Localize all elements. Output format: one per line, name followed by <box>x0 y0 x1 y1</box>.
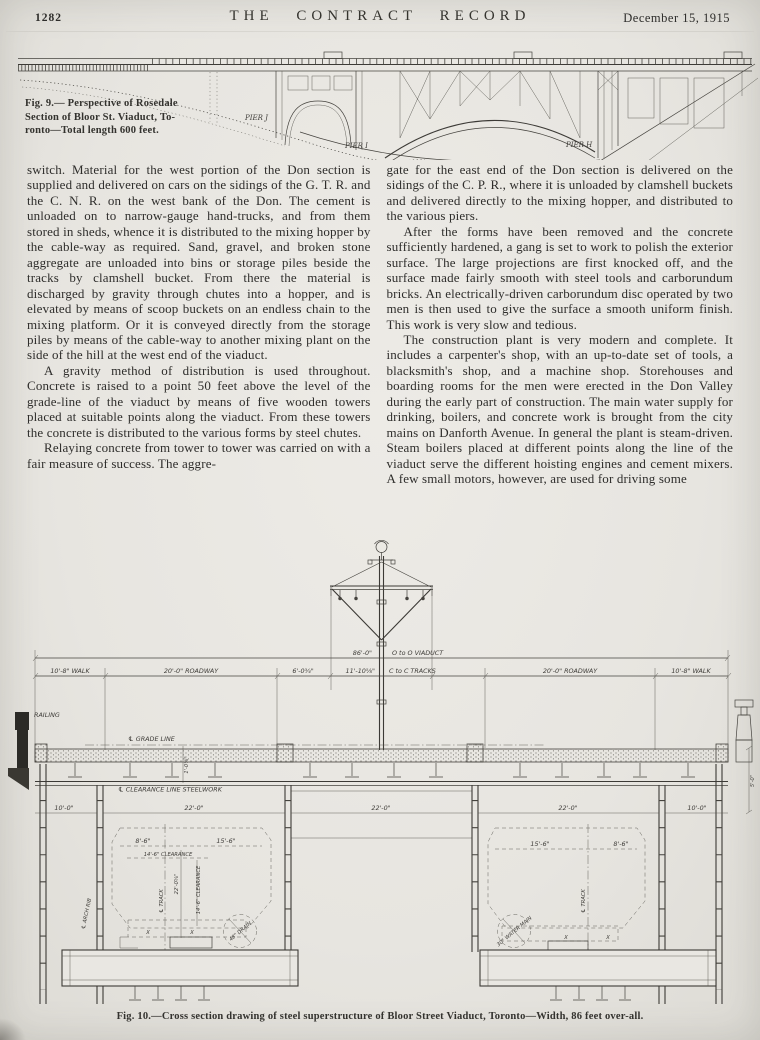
dim-right-a: 15'-6" <box>530 840 550 848</box>
right-paragraph-3: The construction plant is very modern and complete. It includes a carpenter's shop, with an up-to-date set of tools, a blacksmith's shop, and a machine shop. Storehouses and boarding rooms for the men were erected in the Don Valley during the early part of construction. The main water supply for drinking, boilers, and concrete work is brought from the city mains on Danforth Avenue. In general the plant is steam-driven. Steam boilers placed at different points along the line of the viaduct serve the different hoisting engines and cement mixers. A few small motors, however, are used for driving some <box>386 331 733 487</box>
dim-left-clearance-h: 14'-6" CLEARANCE <box>143 852 193 858</box>
dim-overhang-right: 10'-0" <box>687 804 707 812</box>
dim-left-a: 8'-6" <box>135 837 151 845</box>
left-paragraph-3: Relaying concrete from tower to tower was carried on with a fair measure of success. The aggre- <box>27 440 371 471</box>
dim-left-b: 15'-6" <box>216 837 236 845</box>
page-header <box>0 8 760 30</box>
dim-walk-left: 10'-8" WALK <box>50 667 90 675</box>
dim-curb-height: 1'-0⅞" <box>184 756 190 774</box>
article-body <box>27 162 733 487</box>
dim-overall-label: O to O VIADUCT <box>392 649 444 657</box>
label-track-right: ℄ TRACK <box>581 889 587 913</box>
label-track-left: ℄ TRACK <box>159 889 165 913</box>
issue-date: December 15, 1915 <box>623 11 730 25</box>
dim-tracks-value: 11'-10⅝" <box>345 667 375 675</box>
fig9-pier-h-label: PIER H <box>566 141 593 149</box>
mark-x3: X <box>564 935 568 941</box>
label-grade-line: ℄ GRADE LINE <box>128 735 175 743</box>
fig9-caption <box>25 97 197 138</box>
right-paragraph-2: After the forms have been removed and the concrete sufficiently hardened, a gang is set to work to polish the exterior surface. The large projections are first knocked off, and the surface made fairly smooth with steel tools and carborundum bricks. An electrically-driven carborundum disc operated by two men is then used to give the surface a smooth uniform finish. This work is very slow and tedious. <box>386 223 733 332</box>
header-rule <box>6 31 754 32</box>
left-column <box>27 162 371 487</box>
fig9-caption-line1: Fig. 9.— Perspective of Rosedale <box>25 98 178 109</box>
dim-gap: 6'-0¾" <box>292 667 314 675</box>
right-column <box>387 162 734 487</box>
mark-x4: X <box>606 935 610 941</box>
page-number: 1282 <box>35 12 62 24</box>
label-drain: 48" DRAIN <box>228 920 253 943</box>
left-paragraph-1: switch. Material for the west portion of the Don section is supplied and delivered on cars on the sidings of the G. T. R. and the C. N. R. on the west bank of the Don. The cement is unloaded on to narrow-gauge hand-trucks, and from them stored in sheds, whence it is distributed to the mixing hopper by the cable-way as required. Sand, gravel, and broken stone aggregate are unloaded into bins or storage piles beside the tracks by clamshell bucket. From there the material is discharged by gravity through chutes into a hopper, and is elevated by means of scoop buckets on an endless chain to the mixing platform. Or it is conveyed directly from the storage piles by means of the cable-way to another mixing plant on the side of the hill at the west end of the viaduct. <box>27 162 371 363</box>
fig9-pier-j-label: PIER J <box>245 114 268 122</box>
dim-right-b: 8'-6" <box>613 840 629 848</box>
dim-overhang-left: 10'-0" <box>54 804 74 812</box>
fig10-caption: Fig. 10.—Cross section drawing of steel superstructure of Bloor Street Viaduct, Toronto—Width, 86 feet over-all. <box>116 1011 644 1022</box>
dim-walk-right: 10'-8" WALK <box>671 667 711 675</box>
fig9-caption-line3: ronto—Total length 600 feet. <box>25 125 159 136</box>
label-railing: RAILING <box>34 711 60 719</box>
dim-chamber-left: 22'-0" <box>184 804 204 812</box>
label-clearance-line: ℄ CLEARANCE LINE STEELWORK <box>118 785 222 794</box>
fig9-pier-i-label: PIER I <box>345 142 368 150</box>
scan-blotch <box>0 1018 26 1040</box>
dim-left-clearance-v: 14'-6" CLEARANCE <box>196 865 202 915</box>
publication-title: THE CONTRACT RECORD <box>229 8 531 24</box>
dim-center: 22'-0" <box>371 804 391 812</box>
dim-roadway-right: 20'-0" ROADWAY <box>542 667 598 675</box>
label-water-main: 30" WATER MAIN <box>495 915 534 949</box>
fig9-caption-line2: Section of Bloor St. Viaduct, To- <box>25 111 176 123</box>
dim-overall-value: 86'-0" <box>352 649 372 657</box>
fig10-cross-section-drawing <box>0 535 760 1008</box>
right-paragraph-1: gate for the east end of the Don section is delivered on the sidings of the C. P. R., where it is unloaded by clamshell buckets and delivered directly to the mixing hopper, and distributed to the various piers. <box>386 162 733 224</box>
dim-tracks-label: C to C TRACKS <box>389 667 436 675</box>
dim-right-height: 5'-0" <box>750 774 756 788</box>
mark-x2: X <box>190 930 194 936</box>
dim-roadway-left: 20'-0" ROADWAY <box>163 667 219 675</box>
label-arch-rib: ℄ ARCH RIB <box>80 897 94 930</box>
dim-chamber-right: 22'-0" <box>558 804 578 812</box>
mark-x1: X <box>146 930 150 936</box>
left-paragraph-2: A gravity method of distribution is used throughout. Concrete is raised to a point 50 feet above the level of the grade-line of the viaduct by means of five wooden towers placed at suitable points along the viaduct. From these towers the concrete is distributed to the various forms by steel chutes. <box>27 362 371 440</box>
dim-left-height: 22'-0⅝" <box>174 873 180 895</box>
